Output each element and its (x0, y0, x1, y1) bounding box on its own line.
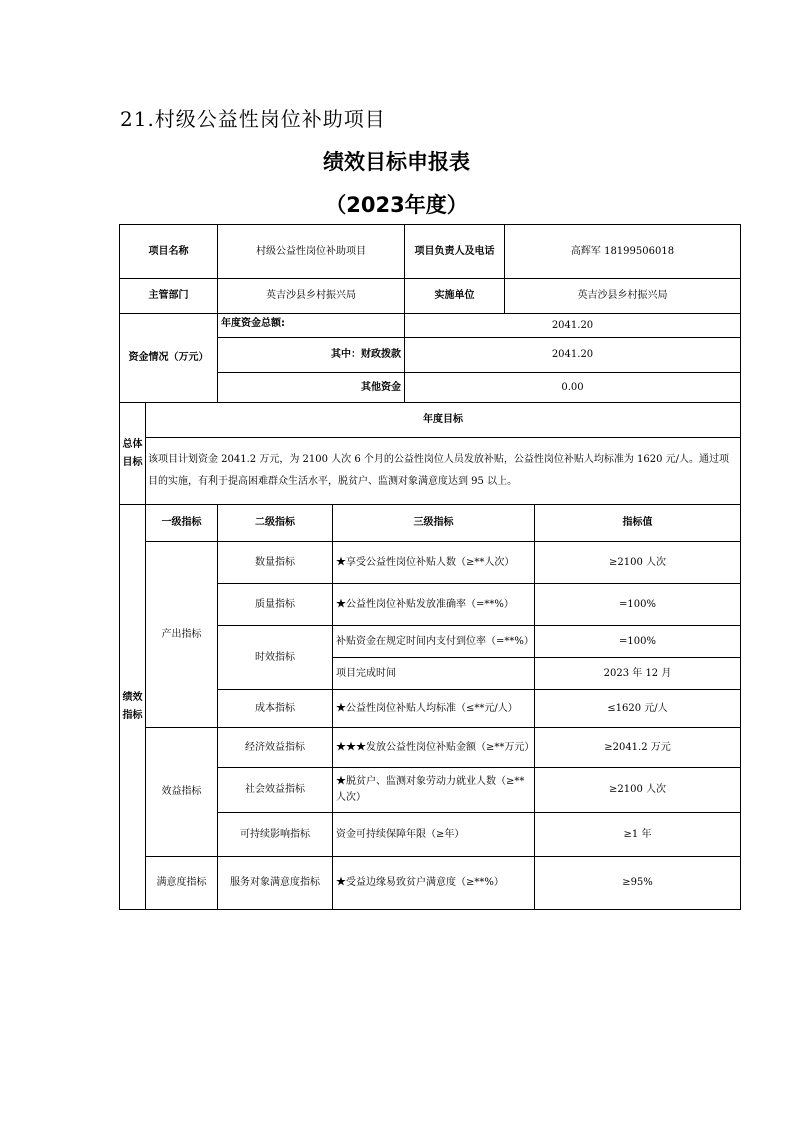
funds-fiscal-value: 2041.20 (405, 338, 741, 373)
annual-goal-text: 该项目计划资金 2041.2 万元，为 2100 人次 6 个月的公益性岗位人员发放补贴，公益性岗位补贴人均标准为 1620 元/人。通过项目的实施，有利于提高困难群众生活水平，脱贫户、监测对象满意度达到 95 以上。 (146, 438, 741, 505)
col-level1-header: 一级指标 (146, 505, 218, 542)
unit-value: 英吉沙县乡村振兴局 (505, 279, 741, 314)
col-level3-header: 三级指标 (333, 505, 535, 542)
indicator-value: ≤1620 元/人 (535, 690, 741, 728)
dept-value: 英吉沙县乡村振兴局 (218, 279, 405, 314)
indicator-value: ≥95% (535, 857, 741, 910)
col-value-header: 指标值 (535, 505, 741, 542)
indicator-value: ≥2041.2 万元 (535, 728, 741, 768)
funds-label: 资金情况（万元） (119, 314, 218, 403)
level2-quantity: 数量指标 (218, 542, 333, 584)
indicators-label (119, 505, 146, 910)
project-name-value: 村级公益性岗位补助项目 (218, 224, 405, 279)
indicator-value: ≥2100 人次 (535, 768, 741, 813)
indicator-value: 2023 年 12 月 (535, 658, 741, 690)
level3-indicator: 补贴资金在规定时间内支付到位率（=**%） (333, 626, 535, 658)
level3-indicator: ★享受公益性岗位补贴人数（≥**人次） (333, 542, 535, 584)
level3-indicator: ★公益性岗位补贴人均标准（≤**元/人） (333, 690, 535, 728)
project-name-label: 项目名称 (119, 224, 218, 279)
form-title: 绩效目标申报表 (323, 150, 470, 174)
funds-total-label: 年度资金总额: (218, 314, 405, 338)
level2-social: 社会效益指标 (218, 768, 333, 813)
level2-quality: 质量指标 (218, 584, 333, 626)
funds-other-value: 0.00 (405, 373, 741, 403)
contact-label: 项目负责人及电话 (405, 224, 505, 279)
funds-total-value: 2041.20 (405, 314, 741, 338)
level2-sustainability: 可持续影响指标 (218, 813, 333, 857)
overall-goal-label-line2: 目标 (122, 456, 143, 468)
level3-indicator: ★受益边缘易致贫户满意度（≥**%） (333, 857, 535, 910)
form-subtitle: （2023年度） (325, 193, 468, 217)
level2-timeliness: 时效指标 (218, 626, 333, 690)
level3-indicator: ★★★发放公益性岗位补贴金额（≥**万元） (333, 728, 535, 768)
level1-satisfaction: 满意度指标 (146, 857, 218, 910)
level2-service-satisfaction: 服务对象满意度指标 (218, 857, 333, 910)
funds-fiscal-label: 其中：财政拨款 (218, 338, 405, 373)
level2-cost: 成本指标 (218, 690, 333, 728)
level2-economic: 经济效益指标 (218, 728, 333, 768)
funds-other-label: 其他资金 (218, 373, 405, 403)
indicator-value: ≥2100 人次 (535, 542, 741, 584)
annual-goal-header: 年度目标 (146, 403, 741, 438)
indicator-value: ≥1 年 (535, 813, 741, 857)
overall-goal-label (119, 403, 146, 505)
level3-indicator: ★公益性岗位补贴发放准确率（=**%） (333, 584, 535, 626)
dept-label: 主管部门 (119, 279, 218, 314)
level1-benefit: 效益指标 (146, 728, 218, 857)
indicator-value: =100% (535, 626, 741, 658)
col-level2-header: 二级指标 (218, 505, 333, 542)
level1-output: 产出指标 (146, 542, 218, 728)
overall-goal-label-line1: 总体 (122, 438, 143, 450)
level3-indicator: 资金可持续保障年限（≥年） (333, 813, 535, 857)
document-heading: 21.村级公益性岗位补助项目 (120, 107, 386, 131)
contact-value: 高辉军 18199506018 (505, 224, 741, 279)
unit-label: 实施单位 (405, 279, 505, 314)
indicators-label-line1: 绩效 (122, 692, 143, 703)
indicator-value: =100% (535, 584, 741, 626)
level3-indicator: 项目完成时间 (333, 658, 535, 690)
level3-indicator: ★脱贫户、监测对象劳动力就业人数（≥**人次） (333, 768, 535, 813)
indicators-label-line2: 指标 (122, 710, 143, 721)
